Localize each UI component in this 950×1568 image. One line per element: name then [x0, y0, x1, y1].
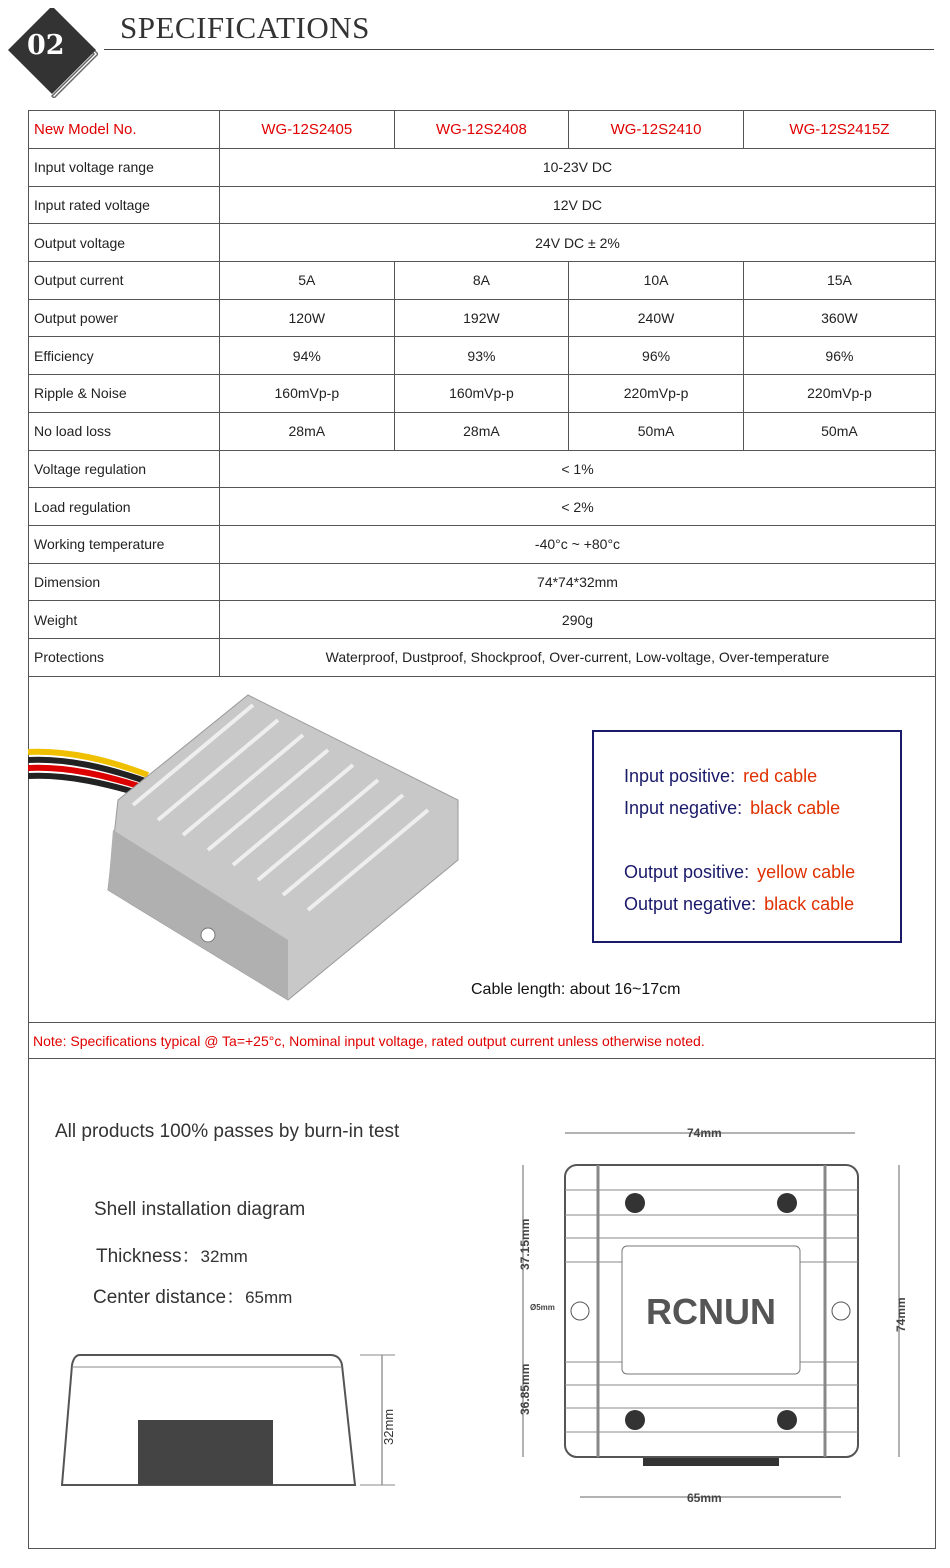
- row-value: 220mVp-p: [569, 375, 744, 413]
- header-cell: WG-12S2410: [569, 111, 744, 149]
- table-row: [29, 186, 936, 224]
- brand-logo: RCNUN: [646, 1291, 776, 1332]
- row-value: < 1%: [220, 450, 936, 488]
- row-label: Efficiency: [29, 337, 220, 375]
- table-row: [29, 563, 936, 601]
- row-value: 10A: [569, 262, 744, 300]
- page-title: SPECIFICATIONS: [120, 10, 370, 45]
- thickness-label: Thickness：: [96, 1246, 201, 1267]
- burn-in-text: All products 100% passes by burn-in test: [55, 1121, 400, 1142]
- row-value: 192W: [394, 299, 569, 337]
- header-cell: WG-12S2405: [220, 111, 395, 149]
- row-value: 160mVp-p: [220, 375, 395, 413]
- row-value: 50mA: [569, 412, 744, 450]
- row-label: Load regulation: [29, 488, 220, 526]
- table-row: [29, 638, 936, 676]
- row-label: Output voltage: [29, 224, 220, 262]
- table-row: [29, 450, 936, 488]
- row-value: 12V DC: [220, 186, 936, 224]
- row-value: 93%: [394, 337, 569, 375]
- height-dimension: 74mm: [894, 1297, 908, 1332]
- title-divider: [104, 49, 934, 50]
- row-value: 28mA: [394, 412, 569, 450]
- row-label: Weight: [29, 601, 220, 639]
- row-value: 24V DC ± 2%: [220, 224, 936, 262]
- spec-note: Note: Specifications typical @ Ta=+25°c, Nominal input voltage, rated output current unless otherwise noted.: [28, 1023, 936, 1059]
- table-row: [29, 299, 936, 337]
- output-positive-label: Output positive:: [624, 862, 750, 882]
- table-row: [29, 337, 936, 375]
- side-height-label: 32mm: [381, 1408, 396, 1445]
- input-negative-label: Input negative:: [624, 798, 743, 818]
- input-positive-value: red cable: [743, 766, 818, 786]
- row-label: No load loss: [29, 412, 220, 450]
- center-distance-label: Center distance：: [93, 1287, 246, 1308]
- row-label: Output power: [29, 299, 220, 337]
- hole-diameter: Ø5mm: [530, 1303, 555, 1312]
- row-label: Output current: [29, 262, 220, 300]
- row-value: Waterproof, Dustproof, Shockproof, Over-current, Low-voltage, Over-temperature: [220, 638, 936, 676]
- row-value: 120W: [220, 299, 395, 337]
- table-row: [29, 412, 936, 450]
- side-view-drawing: [60, 1345, 410, 1495]
- row-value: 5A: [220, 262, 395, 300]
- product-photo: [28, 690, 468, 1010]
- cable-legend: [592, 730, 902, 943]
- output-negative-label: Output negative:: [624, 894, 757, 914]
- row-value: 15A: [743, 262, 935, 300]
- dimension-drawing: [515, 1120, 915, 1520]
- input-negative-value: black cable: [750, 798, 841, 818]
- output-negative-value: black cable: [764, 894, 855, 914]
- row-value: 96%: [569, 337, 744, 375]
- row-value: 28mA: [220, 412, 395, 450]
- row-value: 220mVp-p: [743, 375, 935, 413]
- row-value: 74*74*32mm: [220, 563, 936, 601]
- center-distance-value: 65mm: [245, 1288, 293, 1307]
- table-row: [29, 224, 936, 262]
- row-value: 10-23V DC: [220, 149, 936, 187]
- row-label: Protections: [29, 638, 220, 676]
- table-header-row: [29, 111, 936, 149]
- row-value: 360W: [743, 299, 935, 337]
- row-value: 50mA: [743, 412, 935, 450]
- table-row: [29, 488, 936, 526]
- width-dimension: 74mm: [687, 1126, 722, 1140]
- row-value: 290g: [220, 601, 936, 639]
- row-value: 8A: [394, 262, 569, 300]
- row-value: 160mVp-p: [394, 375, 569, 413]
- row-value: < 2%: [220, 488, 936, 526]
- row-label: Working temperature: [29, 525, 220, 563]
- row-label: Input rated voltage: [29, 186, 220, 224]
- row-value: 240W: [569, 299, 744, 337]
- thickness-value: 32mm: [200, 1247, 248, 1266]
- section-number: 02: [27, 30, 65, 61]
- hole-distance-dimension: 65mm: [687, 1491, 722, 1505]
- row-label: Ripple & Noise: [29, 375, 220, 413]
- upper-dimension: 37.15mm: [518, 1218, 532, 1270]
- row-value: -40°c ~ +80°c: [220, 525, 936, 563]
- header-cell: WG-12S2408: [394, 111, 569, 149]
- input-positive-label: Input positive:: [624, 766, 736, 786]
- header-cell: WG-12S2415Z: [743, 111, 935, 149]
- table-row: [29, 601, 936, 639]
- lower-dimension: 36.85mm: [518, 1363, 532, 1415]
- header-cell: New Model No.: [29, 111, 220, 149]
- row-label: Voltage regulation: [29, 450, 220, 488]
- table-row: [29, 525, 936, 563]
- cable-length: Cable length: about 16~17cm: [471, 981, 681, 998]
- row-label: Dimension: [29, 563, 220, 601]
- row-value: 94%: [220, 337, 395, 375]
- row-value: 96%: [743, 337, 935, 375]
- table-row: [29, 149, 936, 187]
- table-row: [29, 375, 936, 413]
- table-row: [29, 262, 936, 300]
- spec-table: [28, 110, 936, 677]
- shell-title: Shell installation diagram: [94, 1199, 306, 1220]
- row-label: Input voltage range: [29, 149, 220, 187]
- output-positive-value: yellow cable: [757, 862, 856, 882]
